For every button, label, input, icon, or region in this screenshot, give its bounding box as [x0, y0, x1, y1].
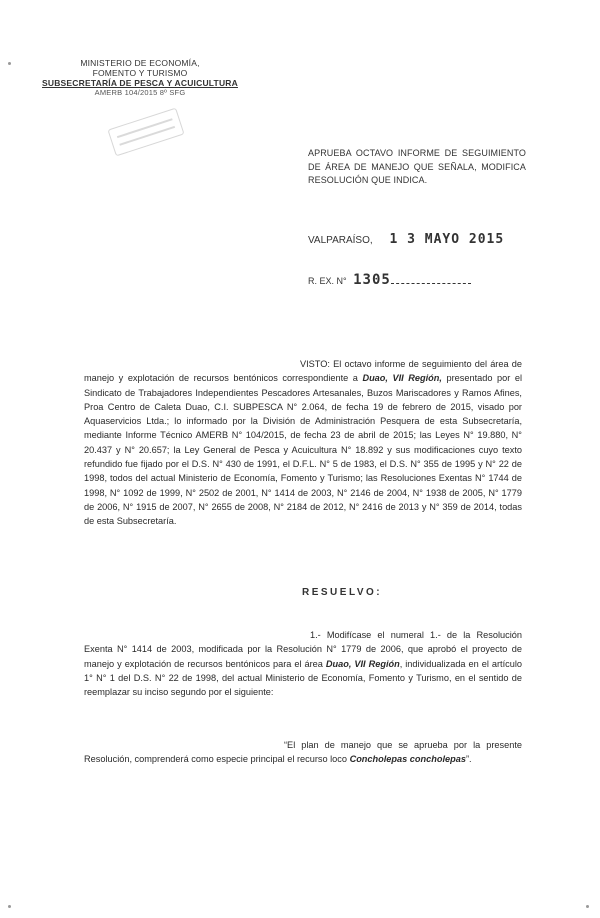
scan-mark: [8, 62, 11, 65]
visto-text-a: El octavo informe de seguimiento del área de manejo y explotación de recursos bentónicos correspondiente a: [84, 359, 522, 384]
header-line-3: SUBSECRETARÍA DE PESCA Y ACUICULTURA: [42, 78, 238, 88]
visto-text-b: presentado por el Sindicato de Trabajadores Independientes Pescadores Artesanales, Buzos Mariscadores y Ramos Afines, Proa Centro de Caleta Duao, C.I. SUBPESCA N° 2.064, de fecha 19 de febrero de 2015, visado por Aquaservicios Ltda.; lo informado por la División de Administración Pesquera de esta Subsecretaría, mediante Informe Técnico AMERB N° 104/2015, de fecha 23 de abril de 2015; las Leyes N° 19.880, N° 20.437 y N° 20.657; la Ley General de Pesca y Acuicultura N° 18.892 y sus modificaciones cuyo texto refundido fue fijado por el D.S. N° 430 de 1991, el D.F.L. N° 5 de 1983, el D.S. N° 355 de 1995 y N° 22 de 1998, todos del actual Ministerio de Economía, Fomento y Turismo; las Resoluciones Exentas N° 1744 de 1998, N° 1092 de 1999, N° 2502 de 2001, N° 1414 de 2003, N° 2146 de 2004, N° 1938 de 2005, N° 1779 de 2006, N° 1915 de 2007, N° 2655 de 2008, N° 2184 de 2012, N° 2416 de 2013 y N° 359 de 2014, todas de esta Subsecretaría.: [84, 373, 523, 527]
article-1-paragraph: [84, 628, 522, 699]
date-value: 1 3 MAYO 2015: [389, 232, 505, 247]
header-line-2: FOMENTO Y TURISMO: [92, 68, 188, 78]
signature-line: [391, 283, 471, 284]
resolution-value: 1305: [353, 272, 391, 288]
resolution-number: [308, 272, 471, 288]
ministry-header: [40, 58, 240, 98]
quote-text-b: ”.: [465, 754, 472, 765]
scan-mark: [586, 905, 589, 908]
art1-text-b: , individualizada en el artículo 1° N° 1 del D.S. N° 22 de 1998, del actual Ministerio de Economía, Fomento y Turismo, en el sentido de reemplazar su inciso segundo por el siguiente:: [84, 658, 522, 698]
visto-lead: VISTO:: [300, 359, 330, 369]
quote-species: Concholepas concholepas: [349, 754, 466, 765]
header-line-1: MINISTERIO DE ECONOMÍA,: [80, 58, 200, 68]
visto-place: Duao, VII Región,: [362, 373, 442, 384]
art1-text-a: 1.- Modifícase el numeral 1.- de la Resolución Exenta N° 1414 de 2003, modificada por la Resolución N° 1779 de 2006, que aprobó el proyecto de manejo y explotación de recursos bentónicos para el área: [84, 630, 522, 669]
received-stamp: [107, 108, 184, 157]
quote-text-a: “El plan de manejo que se aprueba por la presente Resolución, comprenderá como especie principal el recurso loco: [84, 740, 522, 765]
art1-place: Duao, VII Región: [325, 658, 400, 669]
visto-paragraph: [84, 357, 522, 529]
date-place: VALPARAÍSO,: [308, 235, 373, 246]
resuelvo-heading: RESUELVO:: [302, 587, 383, 598]
document-subject: APRUEBA OCTAVO INFORME DE SEGUIMIENTO DE ÁREA DE MANEJO QUE SEÑALA, MODIFICA RESOLUCIÓN QUE INDICA.: [308, 148, 526, 185]
scan-mark: [8, 905, 11, 908]
header-line-4: AMERB 104/2015 8º SFG: [94, 88, 186, 97]
document-date: [308, 232, 504, 247]
quote-paragraph: [84, 738, 522, 767]
resolution-label: R. EX. N°: [308, 276, 347, 286]
